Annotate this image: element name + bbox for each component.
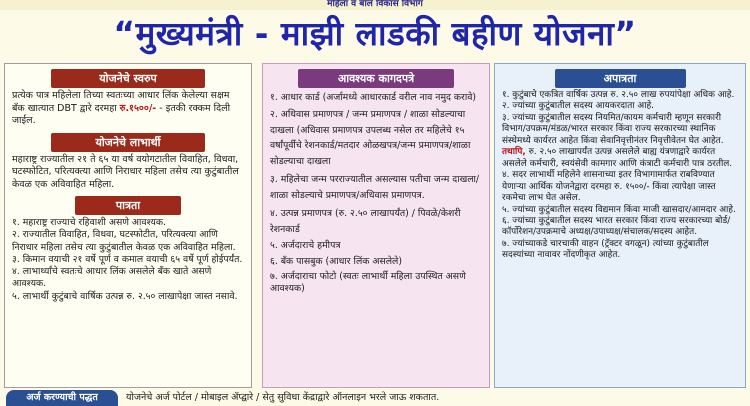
- item3-text-b: रु. २.५० लाखापर्यंत उत्पन्न असलेले बाह्य यंत्रणाद्वारे कार्यरत असलेले कर्मचारी, स्वयंसेवी कामगार आणि कंत्राटी कर्मचारी पात्र ठरतील.: [502, 147, 733, 169]
- list-item: ४. सदर लाभार्थी महिलेने शासनाच्या इतर विभागामार्फत राबविण्यात येणाऱ्या आर्थिक योजनेद्वारा दरमहा रु. १५००/- किंवा त्यापेक्षा जास्त रकमेचा लाभ घेत असेल.: [502, 170, 716, 204]
- ineligibility-list: [495, 90, 745, 262]
- list-item: ४. लाभार्थ्यांचे स्वतःचे आधार लिंक असलेले बँक खाते असणे आवश्यक.: [12, 266, 212, 290]
- list-item: ३. किमान वयाची २१ वर्षे पूर्ण व कमाल वयाची ६५ वर्षे पूर्ण होईपर्यंत.: [12, 253, 243, 265]
- scheme-desc-part2: - इतकी रक्कम दिली जाईल.: [12, 102, 231, 126]
- list-item: ६. ज्यांच्या कुटुंबातील सदस्य भारत सरकार किंवा राज्य सरकारच्या बोर्ड/कॉर्पोरेशन/उपक्रमाचे अध्यक्ष/उपाध्यक्ष/संचालक/सदस्य आहेत.: [502, 215, 731, 238]
- beneficiaries-heading: योजनेचे लाभार्थी: [51, 133, 205, 152]
- list-item: २. राज्यातील विवाहित, विधवा, घटस्फोटीत, परित्यक्त्या आणि निराधार महिला तसेच त्या कुटुंबातील केवळ एक अविवाहित महिला.: [12, 229, 236, 253]
- scheme-info-panel: [4, 63, 252, 388]
- list-item: ७. अर्जदाराचा फोटो (स्वतः लाभार्थी महिला उपस्थित असणे आवश्यक): [270, 270, 466, 295]
- list-item: १. आधार कार्ड (अर्जामध्ये आधारकार्ड वरील नाव नमुद करावे): [270, 92, 477, 103]
- list-item: ६. बँक पासबुक (आधार लिंक असलेले): [270, 255, 402, 267]
- list-item: १. महाराष्ट्र राज्याचे रहिवाशी असणे आवश्यक.: [12, 217, 167, 228]
- scheme-nature-text: [5, 90, 251, 128]
- scheme-nature-heading: योजनेचे स्वरुप: [51, 69, 205, 88]
- list-item: ५. ज्यांच्या कुटुंबातील सदस्य विद्यमान किंवा माजी खासदार/आमदार आहे.: [502, 204, 736, 215]
- top-strip: महिला व बाल विकास विभाग: [0, 0, 750, 10]
- documents-heading: आवश्यक कागदपत्रे: [298, 69, 454, 88]
- however-highlight: तथापि,: [502, 147, 526, 158]
- ineligibility-heading: अपात्रता: [555, 69, 686, 88]
- list-item: [502, 113, 739, 170]
- list-item: २. अधिवास प्रमाणपत्र / जन्म प्रमाणपत्र / शाळा सोडल्याचा दाखला (अधिवास प्रमाणपत्र उपलब्ध नसेल तर महिलेचे १५ वर्षांपूर्वीचे रेशनकार्ड/मतदार ओळखपत्र/जन्म प्रमाणपत्र/शाळा सोडल्याचा दाखला: [270, 109, 471, 167]
- beneficiaries-text: महाराष्ट्र राज्यातील २१ ते ६५ या वर्ष वयोगटातील विवाहित, विधवा, घटस्फोटित, परित्यक्त्या आणि निराधार महिला तसेच त्या कुटुंबातील केवळ एक अविवाहित महिला.: [12, 153, 239, 190]
- page-title: “मुख्यमंत्री - माझी लाडकी बहीण योजना”: [113, 14, 637, 53]
- list-item: ५. लाभार्थी कुटुंबाचे वार्षिक उत्पन्न रु. २.५० लाखापेक्षा जास्त नसावे.: [12, 290, 238, 302]
- item3-text-a: ३. ज्यांच्या कुटुंबातील सदस्य नियमित/कायम कर्मचारी म्हणून सरकारी विभाग/उपक्रम/मंडळ/भारत सरकार किंवा राज्य सरकारच्या स्थानिक संस्थेमध्ये कार्यरत आहेत किंवा सेवानिवृत्तीनंतर निवृत्तीवेतन घेत आहेत.: [502, 112, 724, 146]
- list-item: २. ज्यांच्या कुटुंबातील सदस्य आयकरदाता आहे.: [502, 101, 655, 112]
- application-method-label: अर्ज करण्याची पद्धत: [6, 390, 118, 406]
- list-item: ७. ज्यांच्याकडे चारचाकी वाहन (ट्रॅक्टर वगळून) त्यांच्या कुटुंबातील सदस्यांच्या नावावर नोंदणीकृत आहेत.: [502, 238, 709, 261]
- application-method-bar: [0, 389, 750, 406]
- list-item: ३. महिलेचा जन्म परराज्यातील असल्यास पतीचा जन्म दाखला/शाळा सोडल्याचे प्रमाणपत्र/अधिवास प्रमाणपत्र.: [270, 174, 480, 201]
- scheme-desc-part1: प्रत्येक पात्र महिलेला तिच्या स्वतःच्या आधार लिंक केलेल्या सक्षम बँक खात्यात DBT द्वारे दरमहा: [12, 90, 230, 114]
- list-item: ५. अर्जदाराचे हमीपत्र: [270, 240, 341, 252]
- benefit-amount: रु.१५००/-: [119, 102, 157, 114]
- list-item: ४. उत्पन्न प्रमाणपत्र (रु. २.५० लाखापर्यंत) / पिवळे/केशरी रेशनकार्ड: [270, 208, 461, 235]
- documents-panel: [262, 63, 490, 388]
- ineligibility-panel: [494, 63, 746, 388]
- eligibility-list: [5, 217, 251, 303]
- documents-list: [263, 92, 489, 295]
- application-method-text: योजनेचे अर्ज पोर्टल / मोबाइल ॲप्द्वारे / सेतु सुविधा केंद्राद्वारे ऑनलाइन भरले जाऊ शकतात.: [126, 392, 440, 403]
- eligibility-heading: पात्रता: [75, 196, 181, 215]
- list-item: १. कुटुंबाचे एकत्रित वार्षिक उत्पन्न रु. २.५० लाख रुपयांपेक्षा अधिक आहे.: [502, 90, 735, 100]
